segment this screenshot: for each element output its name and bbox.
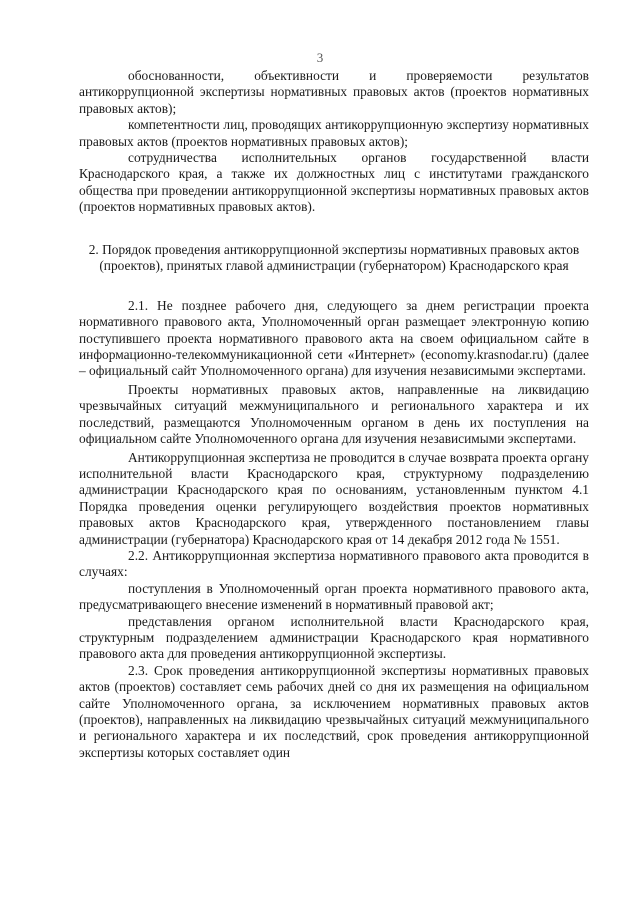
- paragraph-no-expertise: Антикоррупционная экспертиза не проводится в случае возврата проекта органу исполнительной власти Краснодарского края, структурному подразделению администрации Краснодарского края по основаниям, установленным пунктом 4.1 Порядка проведения оценки регулирующего воздействия проектов нормативных правовых актов Краснодарского края, утвержденного постановлением главы администрации (губернатора) Краснодарского края от 14 декабря 2012 года № 1551.: [79, 449, 589, 547]
- paragraph-emergency-projects: Проекты нормативных правовых актов, направленные на ликвидацию чрезвычайных ситуаций межмуниципального и регионального характера и их последствий, размещаются Уполномоченным органом в день их поступления на официальном сайте Уполномоченного органа для изучения независимыми экспертами.: [79, 381, 589, 447]
- page-number: 3: [316, 50, 324, 65]
- section-heading: 2. Порядок проведения антикоррупционной экспертизы нормативных правовых актов (проектов), принятых главой администрации (губернатором) Краснодарского края: [88, 241, 580, 274]
- paragraph-2-1: 2.1. Не позднее рабочего дня, следующего за днем регистрации проекта нормативного правового акта, Уполномоченный орган размещает электронную копию поступившего проекта нормативного правового акта на своем официальном сайте в информационно-телекоммуникационной сети «Интернет» (economy.krasnodar.ru) (далее – официальный сайт Уполномоченного органа) для изучения независимыми экспертами.: [79, 297, 589, 379]
- paragraph-2-3: 2.3. Срок проведения антикоррупционной экспертизы нормативных правовых актов (проектов) составляет семь рабочих дней со дня их размещения на официальном сайте Уполномоченного органа, за исключением нормативных правовых актов (проектов), направленных на ликвидацию чрезвычайных ситуаций межмуниципального и регионального характера и их последствий, срок проведения антикоррупционной экспертизы которых составляет один: [79, 662, 589, 760]
- intro-item-objectivity: обоснованности, объективности и проверяемости результатов антикоррупционной экспертизы нормативных правовых актов (проектов нормативных правовых актов);: [79, 68, 589, 116]
- paragraph-2-2: 2.2. Антикоррупционная экспертиза нормативного правового акта проводится в случаях:: [79, 547, 589, 580]
- document-body: [79, 68, 589, 761]
- paragraph-2-2-case-1: поступления в Уполномоченный орган проекта нормативного правового акта, предусматривающего внесение изменений в нормативный правовой акт;: [79, 580, 589, 613]
- paragraph-2-2-case-2: представления органом исполнительной власти Краснодарского края, структурным подразделением администрации Краснодарского края нормативного правового акта для проведения антикоррупционной экспертизы.: [79, 613, 589, 662]
- intro-item-competence: компетентности лиц, проводящих антикоррупционную экспертизу нормативных правовых актов (проектов нормативных правовых актов);: [79, 117, 589, 149]
- intro-item-cooperation: сотрудничества исполнительных органов государственной власти Краснодарского края, а также их должностных лиц с институтами гражданского общества при проведении антикоррупционной экспертизы нормативных правовых актов (проектов нормативных правовых актов).: [79, 150, 589, 215]
